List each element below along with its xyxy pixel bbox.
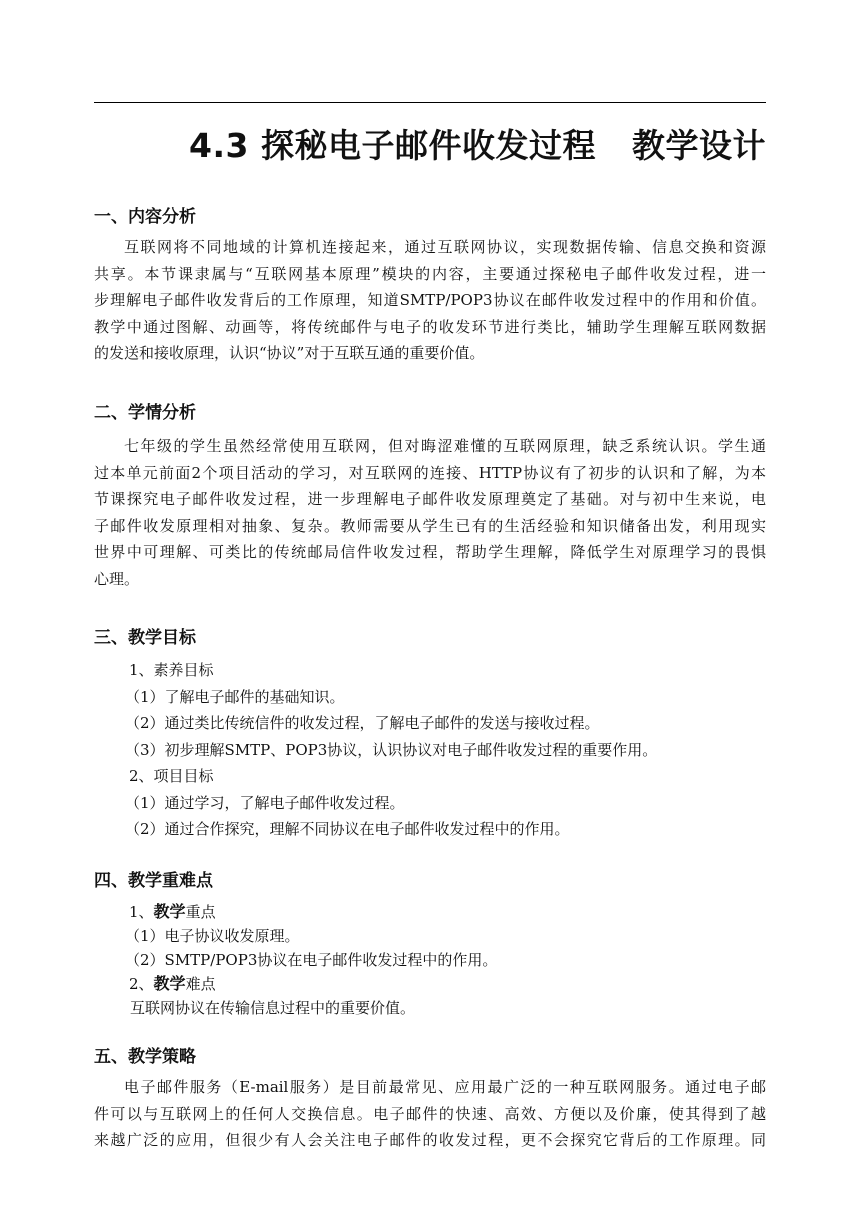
paragraph-line: 来越广泛的应用，但很少有人会关注电子邮件的收发过程，更不会探究它背后的工作原理。同 xyxy=(94,1131,766,1149)
paragraph-line: 七年级的学生虽然经常使用互联网，但对晦涩难懂的互联网原理，缺乏系统认识。学生通 xyxy=(124,437,766,455)
list-item: （2）SMTP/POP3协议在电子邮件收发过程中的作用。 xyxy=(125,951,498,969)
paragraph-content-analysis xyxy=(94,234,766,367)
list-item: （1）电子协议收发原理。 xyxy=(125,927,300,945)
list-item: 2、项目目标 xyxy=(129,767,214,785)
header-rule xyxy=(94,102,766,103)
section-heading-teaching-objectives: 三、教学目标 xyxy=(94,628,196,648)
paragraph-line: 教学中通过图解、动画等，将传统邮件与电子的收发环节进行类比，辅助学生理解互联网数据 xyxy=(94,317,766,336)
paragraph-line: 共享。本节课隶属与“互联网基本原理”模块的内容，主要通过探秘电子邮件收发过程，进一 xyxy=(94,264,766,283)
paragraph-line: 的发送和接收原理，认识“协议”对于互联互通的重要价值。 xyxy=(94,344,485,362)
paragraph-line: 心理。 xyxy=(94,569,140,588)
document-title xyxy=(94,120,766,167)
list-item-text: 难点 xyxy=(185,975,216,993)
section-heading-learner-analysis: 二、学情分析 xyxy=(94,403,196,423)
list-item-number: 2、 xyxy=(129,975,154,993)
paragraph-line: 子邮件收发原理相对抽象、复杂。教师需要从学生已有的生活经验和知识储备出发，利用现实 xyxy=(94,516,766,535)
section-heading-content-analysis: 一、内容分析 xyxy=(94,207,196,227)
paragraph-line: 过本单元前面2个项目活动的学习，对互联网的连接、HTTP协议有了初步的认识和了解，为本 xyxy=(94,463,766,482)
list-item: （1）了解电子邮件的基础知识。 xyxy=(125,687,345,706)
section-heading-teaching-strategy: 五、教学策略 xyxy=(94,1047,196,1067)
list-item xyxy=(129,972,497,996)
paragraph-line: 世界中可理解、可类比的传统邮局信件收发过程，帮助学生理解，降低学生对原理学习的畏惧 xyxy=(94,543,766,561)
key-difficulties-list xyxy=(125,900,497,1020)
list-item: （2）通过类比传统信件的收发过程，了解电子邮件的发送与接收过程。 xyxy=(125,714,600,732)
title-suffix: 教学设计 xyxy=(632,126,766,165)
paragraph-teaching-strategy xyxy=(94,1074,766,1154)
objectives-list xyxy=(125,657,657,843)
list-item: 互联网协议在传输信息过程中的重要价值。 xyxy=(130,999,416,1017)
list-item-text: 重点 xyxy=(185,903,216,921)
list-item: （1）通过学习，了解电子邮件收发过程。 xyxy=(125,793,405,812)
list-item: （3）初步理解SMTP、POP3协议，认识协议对电子邮件收发过程的重要作用。 xyxy=(125,740,658,759)
section-heading-key-difficulties: 四、教学重难点 xyxy=(94,871,213,891)
title-main: 4.3 探秘电子邮件收发过程 xyxy=(189,126,596,165)
list-item: （2）通过合作探究，理解不同协议在电子邮件收发过程中的作用。 xyxy=(125,820,570,838)
paragraph-learner-analysis xyxy=(94,433,766,592)
paragraph-line: 互联网将不同地域的计算机连接起来，通过互联网协议，实现数据传输、信息交换和资源 xyxy=(124,238,766,256)
paragraph-line: 步理解电子邮件收发背后的工作原理，知道SMTP/POP3协议在邮件收发过程中的作用和价值。 xyxy=(94,291,766,309)
list-item: 1、素养目标 xyxy=(129,661,214,679)
list-item xyxy=(129,900,497,924)
paragraph-line: 件可以与互联网上的任何人交换信息。电子邮件的快速、高效、方便以及价廉，使其得到了越 xyxy=(94,1104,766,1123)
list-item-bold: 教学 xyxy=(153,902,186,921)
paragraph-line: 节课探究电子邮件收发过程，进一步理解电子邮件收发原理奠定了基础。对与初中生来说，电 xyxy=(94,490,766,508)
paragraph-line: 电子邮件服务（E-mail服务）是目前最常见、应用最广泛的一种互联网服务。通过电子邮 xyxy=(124,1078,766,1096)
list-item-bold: 教学 xyxy=(153,974,186,993)
list-item-number: 1、 xyxy=(129,903,154,921)
